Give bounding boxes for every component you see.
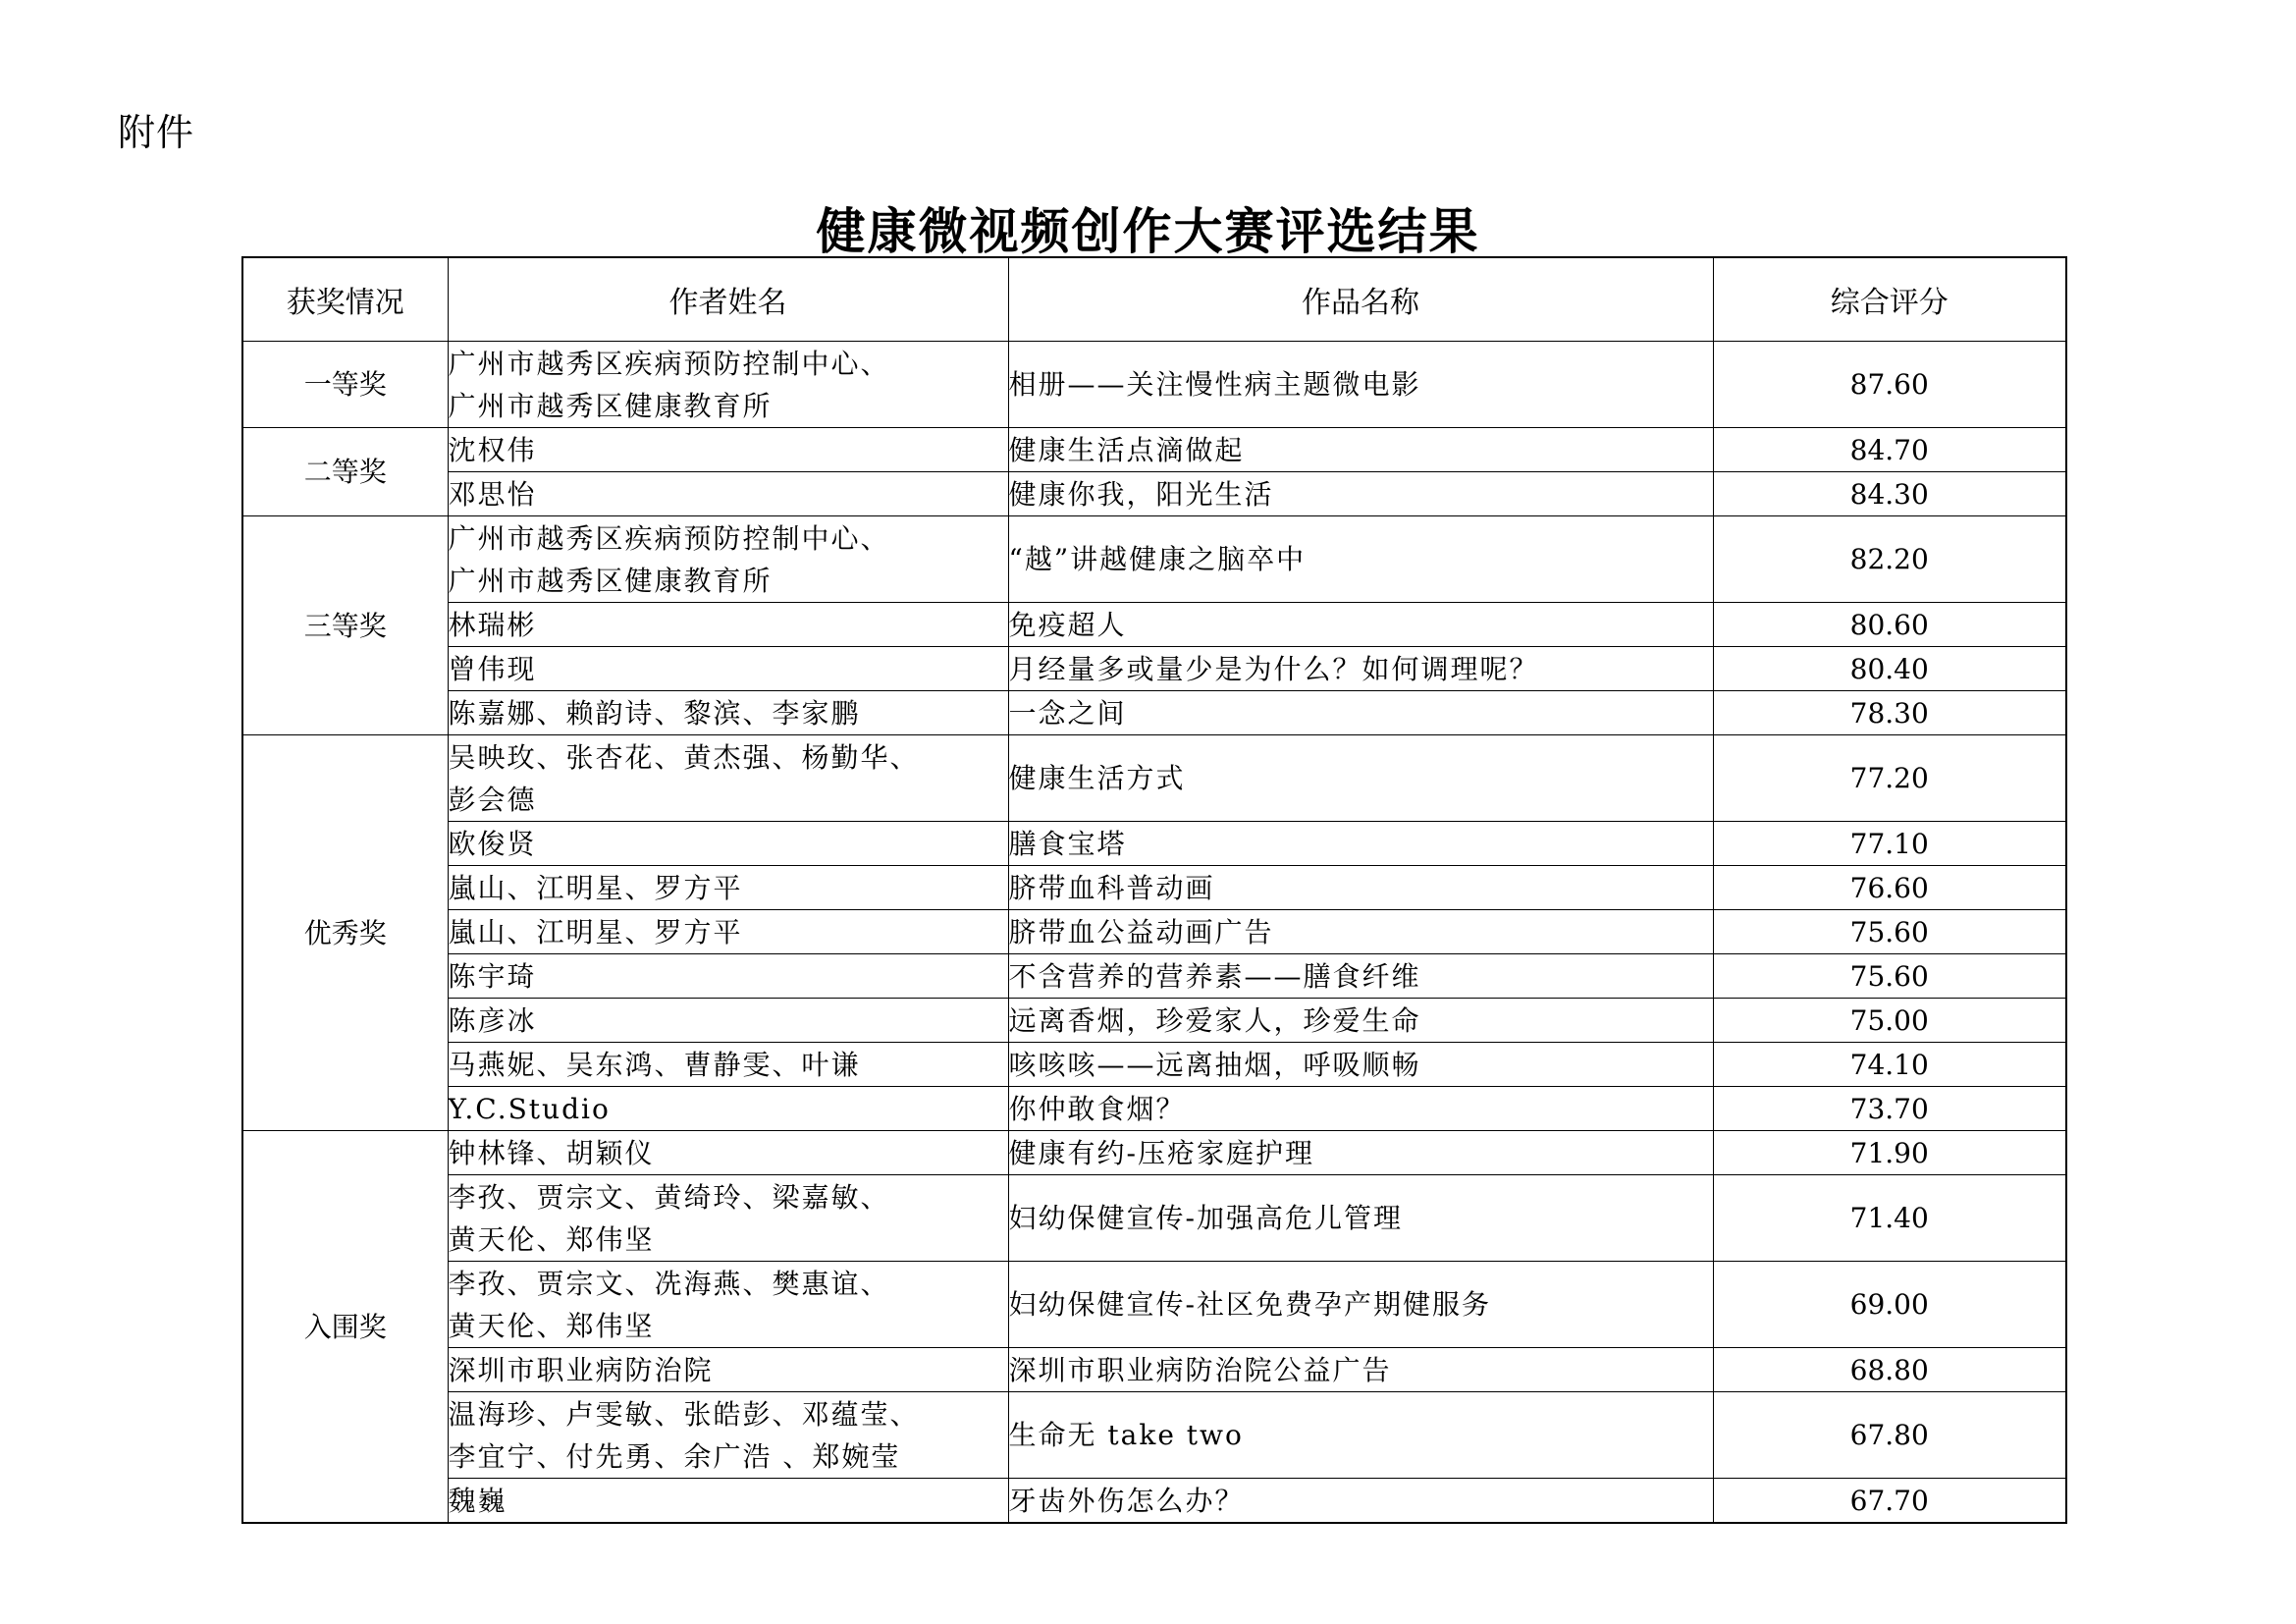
- score-cell: 74.10: [1713, 1043, 2066, 1087]
- author-cell: 嵐山、江明星、罗方平: [448, 866, 1008, 910]
- author-cell: 李孜、贾宗文、冼海燕、樊惠谊、 黄天伦、郑伟坚: [448, 1262, 1008, 1348]
- work-cell: 脐带血公益动画广告: [1008, 910, 1713, 954]
- author-cell: 沈权伟: [448, 428, 1008, 472]
- author-cell: 广州市越秀区疾病预防控制中心、 广州市越秀区健康教育所: [448, 342, 1008, 428]
- score-cell: 87.60: [1713, 342, 2066, 428]
- work-cell: 一念之间: [1008, 691, 1713, 735]
- author-cell: 陈嘉娜、赖韵诗、黎滨、李家鹏: [448, 691, 1008, 735]
- table-row: [242, 910, 2066, 954]
- table-row: [242, 516, 2066, 603]
- work-cell: 牙齿外伤怎么办？: [1008, 1479, 1713, 1524]
- table-row: [242, 999, 2066, 1043]
- score-cell: 71.40: [1713, 1175, 2066, 1262]
- grade-cell: 三等奖: [242, 516, 448, 735]
- author-cell: 嵐山、江明星、罗方平: [448, 910, 1008, 954]
- work-cell: 健康生活方式: [1008, 735, 1713, 822]
- author-cell: 林瑞彬: [448, 603, 1008, 647]
- author-cell: Y.C.Studio: [448, 1087, 1008, 1131]
- header-score: 综合评分: [1713, 257, 2066, 342]
- author-cell: 欧俊贤: [448, 822, 1008, 866]
- results-table: [241, 256, 2067, 1524]
- author-cell: 温海珍、卢雯敏、张皓彭、邓蕴莹、 李宜宁、付先勇、余广浩 、郑婉莹: [448, 1392, 1008, 1479]
- work-cell: 健康你我，阳光生活: [1008, 472, 1713, 516]
- score-cell: 77.20: [1713, 735, 2066, 822]
- author-cell: 邓思怡: [448, 472, 1008, 516]
- author-cell: 深圳市职业病防治院: [448, 1348, 1008, 1392]
- table-row: [242, 954, 2066, 999]
- score-cell: 68.80: [1713, 1348, 2066, 1392]
- score-cell: 69.00: [1713, 1262, 2066, 1348]
- work-cell: 健康有约-压疮家庭护理: [1008, 1131, 1713, 1175]
- score-cell: 78.30: [1713, 691, 2066, 735]
- work-cell: 你仲敢食烟？: [1008, 1087, 1713, 1131]
- author-cell: 曾伟现: [448, 647, 1008, 691]
- attachment-label: 附件: [118, 111, 195, 154]
- work-cell: 妇幼保健宣传-社区免费孕产期健服务: [1008, 1262, 1713, 1348]
- score-cell: 76.60: [1713, 866, 2066, 910]
- work-cell: 深圳市职业病防治院公益广告: [1008, 1348, 1713, 1392]
- results-body: [242, 342, 2066, 1524]
- table-row: [242, 1175, 2066, 1262]
- table-row: [242, 1392, 2066, 1479]
- table-row: [242, 1348, 2066, 1392]
- work-cell: 生命无 take two: [1008, 1392, 1713, 1479]
- table-row: [242, 866, 2066, 910]
- author-cell: 广州市越秀区疾病预防控制中心、 广州市越秀区健康教育所: [448, 516, 1008, 603]
- table-row: [242, 1131, 2066, 1175]
- score-cell: 67.80: [1713, 1392, 2066, 1479]
- table-row: [242, 1262, 2066, 1348]
- table-row: [242, 647, 2066, 691]
- work-cell: 咳咳咳——远离抽烟，呼吸顺畅: [1008, 1043, 1713, 1087]
- table-row: [242, 342, 2066, 428]
- score-cell: 84.30: [1713, 472, 2066, 516]
- score-cell: 80.40: [1713, 647, 2066, 691]
- table-row: [242, 735, 2066, 822]
- table-row: [242, 822, 2066, 866]
- work-cell: 免疫超人: [1008, 603, 1713, 647]
- author-cell: 钟林锋、胡颖仪: [448, 1131, 1008, 1175]
- table-row: [242, 691, 2066, 735]
- grade-cell: 一等奖: [242, 342, 448, 428]
- score-cell: 67.70: [1713, 1479, 2066, 1524]
- score-cell: 73.70: [1713, 1087, 2066, 1131]
- work-cell: 不含营养的营养素——膳食纤维: [1008, 954, 1713, 999]
- work-cell: 月经量多或量少是为什么？如何调理呢？: [1008, 647, 1713, 691]
- grade-cell: 入围奖: [242, 1131, 448, 1524]
- score-cell: 75.60: [1713, 910, 2066, 954]
- work-cell: 脐带血科普动画: [1008, 866, 1713, 910]
- score-cell: 80.60: [1713, 603, 2066, 647]
- author-cell: 魏巍: [448, 1479, 1008, 1524]
- table-row: [242, 603, 2066, 647]
- page-title: 健康微视频创作大赛评选结果: [816, 202, 1480, 260]
- table-row: [242, 1479, 2066, 1524]
- author-cell: 马燕妮、吴东鸿、曹静雯、叶谦: [448, 1043, 1008, 1087]
- work-cell: 妇幼保健宣传-加强高危儿管理: [1008, 1175, 1713, 1262]
- author-cell: 陈彦冰: [448, 999, 1008, 1043]
- work-cell: 相册——关注慢性病主题微电影: [1008, 342, 1713, 428]
- grade-cell: 优秀奖: [242, 735, 448, 1131]
- grade-cell: 二等奖: [242, 428, 448, 516]
- score-cell: 82.20: [1713, 516, 2066, 603]
- work-cell: 远离香烟，珍爱家人，珍爱生命: [1008, 999, 1713, 1043]
- table-row: [242, 1087, 2066, 1131]
- score-cell: 77.10: [1713, 822, 2066, 866]
- header-grade: 获奖情况: [242, 257, 448, 342]
- header-work: 作品名称: [1008, 257, 1713, 342]
- work-cell: 健康生活点滴做起: [1008, 428, 1713, 472]
- author-cell: 李孜、贾宗文、黄绮玲、梁嘉敏、 黄天伦、郑伟坚: [448, 1175, 1008, 1262]
- score-cell: 75.00: [1713, 999, 2066, 1043]
- score-cell: 75.60: [1713, 954, 2066, 999]
- header-author: 作者姓名: [448, 257, 1008, 342]
- work-cell: “越”讲越健康之脑卒中: [1008, 516, 1713, 603]
- table-row: [242, 1043, 2066, 1087]
- work-cell: 膳食宝塔: [1008, 822, 1713, 866]
- author-cell: 吴映玫、张杏花、黄杰强、杨勤华、 彭会德: [448, 735, 1008, 822]
- table-row: [242, 472, 2066, 516]
- author-cell: 陈宇琦: [448, 954, 1008, 999]
- table-row: [242, 428, 2066, 472]
- score-cell: 71.90: [1713, 1131, 2066, 1175]
- table-header-row: [242, 257, 2066, 342]
- score-cell: 84.70: [1713, 428, 2066, 472]
